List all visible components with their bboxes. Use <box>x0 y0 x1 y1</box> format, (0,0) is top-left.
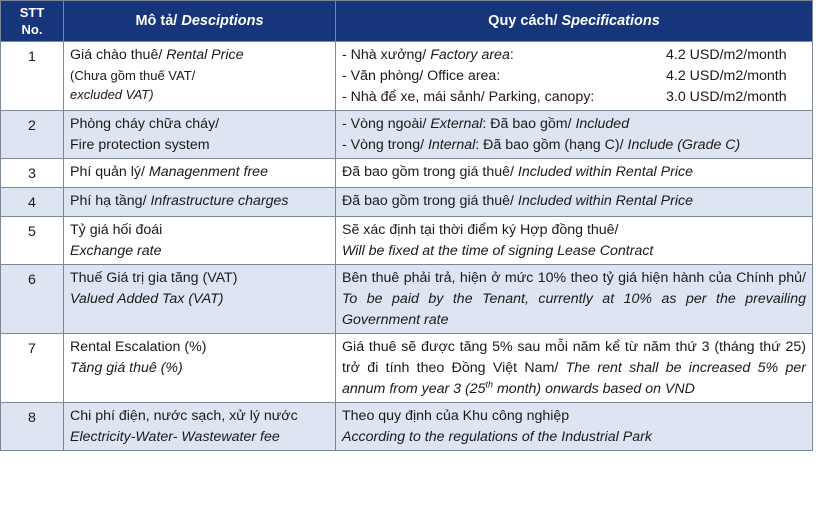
row-specification: Sẽ xác định tại thời điểm ký Hợp đồng thuê/ Will be fixed at the time of signing Lease Contract <box>336 217 813 265</box>
row-specification: - Vòng ngoài/ External: Đã bao gồm/ Included - Vòng trong/ Internal: Đã bao gồm (hạng C)/ Include (Grade C) <box>336 111 813 159</box>
table-row <box>1 334 813 403</box>
row-specification: Bên thuê phải trả, hiện ở mức 10% theo tỷ giá hiện hành của Chính phủ/ To be paid by the Tenant, currently at 10% as per the prevailing Government rate <box>336 265 813 334</box>
table-row <box>1 42 813 111</box>
row-description: Rental Escalation (%) Tăng giá thuê (%) <box>64 334 336 403</box>
price-office: - Văn phòng/ Office area: 4.2 USD/m2/month <box>342 68 787 84</box>
table-row <box>1 265 813 334</box>
header-descriptions: Mô tả/ Desciptions <box>64 1 336 42</box>
row-specification <box>336 42 813 111</box>
price-factory: - Nhà xưởng/ Factory area: 4.2 USD/m2/month <box>342 47 787 63</box>
row-number: 1 <box>1 42 64 111</box>
row-description: Phòng cháy chữa cháy/ Fire protection system <box>64 111 336 159</box>
row-description: Tỷ giá hối đoái Exchange rate <box>64 217 336 265</box>
row-number: 5 <box>1 217 64 265</box>
table-row <box>1 188 813 217</box>
header-stt: STT No. <box>1 1 64 42</box>
row-specification: Đã bao gồm trong giá thuê/ Included within Rental Price <box>336 188 813 217</box>
row-number: 6 <box>1 265 64 334</box>
row-number: 7 <box>1 334 64 403</box>
row-number: 4 <box>1 188 64 217</box>
row-number: 3 <box>1 159 64 188</box>
row-description: Phí quản lý/ Managenment free <box>64 159 336 188</box>
price-parking: - Nhà để xe, mái sảnh/ Parking, canopy: 3.0 USD/m2/month <box>342 89 787 105</box>
row-specification: Đã bao gồm trong giá thuê/ Included within Rental Price <box>336 159 813 188</box>
row-description: Giá chào thuê/ Rental Price (Chưa gồm thuế VAT/ excluded VAT) <box>64 42 336 111</box>
table-row <box>1 159 813 188</box>
header-specifications: Quy cách/ Specifications <box>336 1 813 42</box>
table-row <box>1 111 813 159</box>
row-description: Phí hạ tầng/ Infrastructure charges <box>64 188 336 217</box>
row-specification: Theo quy định của Khu công nghiệp According to the regulations of the Industrial Park <box>336 403 813 451</box>
row-specification: Giá thuê sẽ được tăng 5% sau mỗi năm kể từ năm thứ 3 (tháng thứ 25) trở đi tính theo Đồng Việt Nam/ The rent shall be increased 5% per annum from year 3 (25th month) onwards based on VND <box>336 334 813 403</box>
row-number: 8 <box>1 403 64 451</box>
table-row <box>1 217 813 265</box>
row-number: 2 <box>1 111 64 159</box>
header-row <box>1 1 813 42</box>
table-row <box>1 403 813 451</box>
row-description: Chi phí điện, nước sạch, xử lý nước Electricity-Water- Wastewater fee <box>64 403 336 451</box>
row-description: Thuế Giá trị gia tăng (VAT) Valued Added Tax (VAT) <box>64 265 336 334</box>
